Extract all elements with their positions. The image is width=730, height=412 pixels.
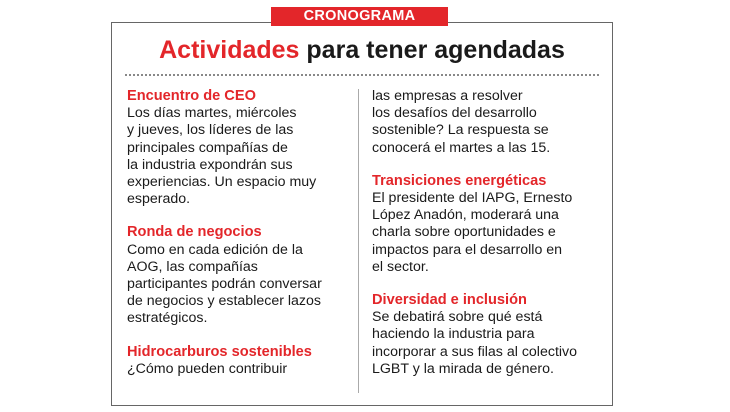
page-title-rest: para tener agendadas (299, 36, 565, 64)
section-badge: CRONOGRAMA (271, 7, 448, 26)
activity-description (127, 242, 353, 328)
title-divider (125, 74, 599, 76)
text-line: y jueves, los líderes de las (127, 122, 294, 139)
activity-item (127, 88, 353, 208)
text-line: los desafíos del desarrollo (372, 105, 537, 122)
text-line: haciendo la industria para (372, 326, 535, 343)
activity-description (127, 361, 353, 378)
activity-item (127, 224, 353, 327)
text-line: ¿Cómo pueden contribuir (127, 360, 288, 377)
text-line: el sector. (372, 258, 429, 275)
activity-item (372, 173, 598, 276)
text-line: LGBT y la mirada de género. (372, 360, 554, 377)
activity-title: Hidrocarburos sostenibles (127, 343, 312, 360)
text-line: conocerá el martes a las 15. (372, 139, 551, 156)
activity-description (372, 88, 598, 157)
activity-description (372, 309, 598, 378)
text-line: Se debatirá sobre qué está (372, 309, 543, 326)
activity-title: Transiciones energéticas (372, 172, 547, 189)
text-line: Como en cada edición de la (127, 241, 303, 258)
activity-title: Diversidad e inclusión (372, 292, 527, 309)
text-line: incorporar a sus filas al colectivo (372, 343, 578, 360)
text-line: AOG, las compañías (127, 258, 258, 275)
activity-title: Encuentro de CEO (127, 88, 256, 104)
text-line: impactos para el desarrollo en (372, 241, 563, 258)
text-line: sostenible? La respuesta se (372, 122, 549, 139)
text-line: Los días martes, miércoles (127, 105, 297, 122)
activity-description (127, 105, 353, 208)
left-column (127, 88, 353, 378)
text-line: las empresas a resolver (372, 88, 523, 104)
text-line: esperado. (127, 191, 191, 208)
activity-item (127, 344, 353, 378)
text-line: experiencias. Un espacio muy (127, 174, 317, 191)
text-line: principales compañías de (127, 139, 288, 156)
column-divider (358, 89, 359, 393)
text-line: la industria expondrán sus (127, 156, 293, 173)
page-title (112, 34, 612, 66)
text-line: de negocios y establecer lazos (127, 293, 322, 310)
right-column (372, 88, 598, 378)
page-title-accent: Actividades (159, 36, 300, 64)
activity-item (372, 292, 598, 378)
activity-description (372, 190, 598, 276)
text-line: charla sobre oportunidades e (372, 224, 556, 241)
activity-title: Ronda de negocios (127, 224, 262, 241)
text-line: López Anadón, moderará una (372, 207, 559, 224)
text-line: estratégicos. (127, 310, 208, 327)
text-line: participantes podrán conversar (127, 276, 322, 293)
text-line: El presidente del IAPG, Ernesto (372, 190, 573, 207)
activity-item-continued (372, 88, 598, 157)
